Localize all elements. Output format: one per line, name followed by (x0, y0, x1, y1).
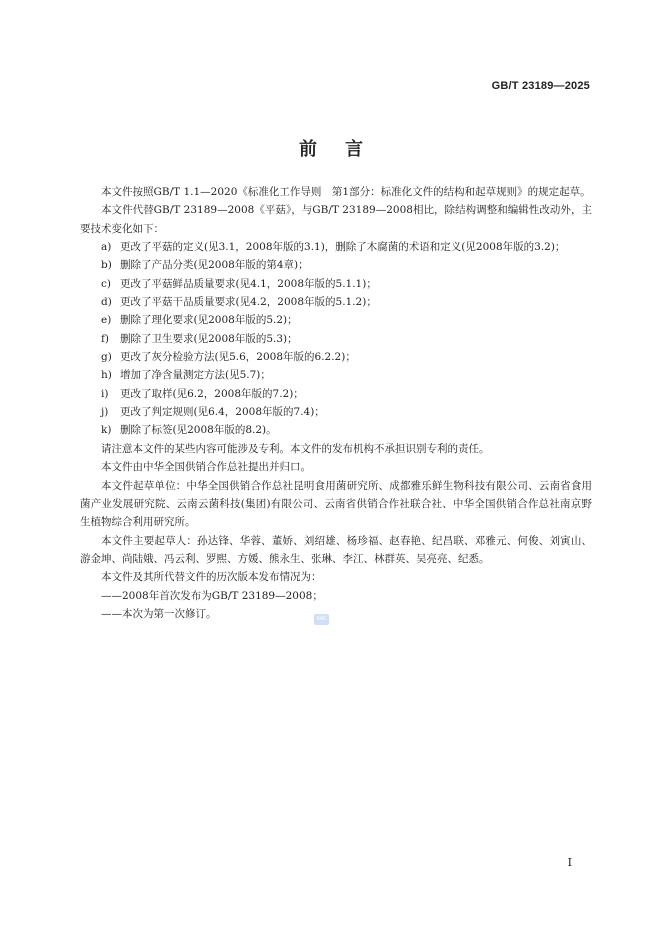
page-number: I (567, 856, 572, 869)
page-title: 前言 (299, 139, 391, 160)
paragraph: 本文件起草单位：中华全国供销合作总社昆明食用菌研究所、成都雅乐鲜生物科技有限公司、云南省食用菌产业发展研究院、云南云菌科技(集团)有限公司、云南省供销合作社联合社、中华全国供销合作总社南京野生植物综合利用研究所。 (80, 479, 592, 529)
list-item (80, 238, 592, 256)
list-item (80, 330, 592, 348)
list-item-text: 更改了平菇干品质量要求(见4.2，2008年版的5.1.2)； (120, 296, 377, 309)
change-list (80, 238, 592, 440)
list-item-text: 更改了平菇鲜品质量要求(见4.1，2008年版的5.1.1)； (120, 277, 377, 290)
list-item-text: 更改了判定规则(见6.4，2008年版的7.4)； (120, 406, 325, 419)
list-item (80, 275, 592, 293)
list-marker: k) (101, 424, 112, 437)
list-item (80, 256, 592, 274)
list-item (80, 403, 592, 421)
list-item (80, 348, 592, 366)
history-item: ——2008年首次发布为GB/T 23189—2008； (101, 589, 323, 602)
paragraph: 请注意本文件的某些内容可能涉及专利。本文件的发布机构不承担识别专利的责任。 (101, 442, 490, 455)
list-marker: j) (101, 406, 109, 419)
watermark-logo: SAC (314, 614, 329, 625)
list-item-text: 更改了灰分检验方法(见5.6，2008年版的6.2.2)； (120, 351, 356, 364)
list-item-text: 删除了卫生要求(见2008年版的5.3)； (120, 332, 298, 345)
list-marker: h) (101, 369, 112, 382)
paragraph: 本文件及其所代替文件的历次版本发布情况为： (101, 571, 322, 584)
list-item (80, 293, 592, 311)
history-list (80, 587, 592, 624)
history-item: ——本次为第一次修订。 (101, 607, 217, 620)
paragraph: 本文件主要起草人：孙达锋、华蓉、董娇、刘绍雄、杨珍福、赵春艳、纪昌联、邓雅元、何俊、刘寅山、游金坤、尚陆娥、冯云利、罗熙、方媛、熊永生、张琳、李江、林群英、吴亮亮、纪悉。 (80, 534, 592, 565)
list-item (80, 385, 592, 403)
list-marker: b) (101, 259, 112, 272)
list-item-text: 增加了净含量测定方法(见5.7)； (120, 369, 271, 382)
list-marker: i) (101, 387, 109, 400)
list-marker: d) (101, 296, 112, 309)
paragraph: 本文件代替GB/T 23189—2008《平菇》，与GB/T 23189—2008相比，除结构调整和编辑性改动外，主要技术变化如下： (80, 204, 592, 235)
list-item-text: 删除了理化要求(见2008年版的5.2)； (120, 314, 298, 327)
list-item (80, 421, 592, 439)
standard-code: GB/T 23189—2025 (491, 80, 590, 92)
paragraph: 本文件按照GB/T 1.1—2020《标准化工作导则 第1部分：标准化文件的结构和起草规则》的规定起草。 (101, 186, 591, 198)
list-item-text: 更改了平菇的定义(见3.1，2008年版的3.1)，删除了木腐菌的术语和定义(见2008年版的3.2)； (120, 241, 566, 254)
list-item (80, 311, 592, 329)
list-item (80, 366, 592, 384)
list-marker: f) (101, 332, 109, 345)
foreword-body (80, 183, 592, 623)
list-item-text: 删除了产品分类(见2008年版的第4章)； (120, 259, 309, 272)
list-marker: c) (101, 277, 111, 290)
paragraph: 本文件由中华全国供销合作总社提出并归口。 (101, 461, 311, 474)
list-item-text: 删除了标签(见2008年版的8.2)。 (120, 424, 277, 437)
list-marker: e) (101, 314, 112, 327)
list-marker: a) (101, 241, 112, 254)
list-marker: g) (101, 351, 112, 364)
list-item-text: 更改了取样(见6.2，2008年版的7.2)； (120, 387, 304, 400)
